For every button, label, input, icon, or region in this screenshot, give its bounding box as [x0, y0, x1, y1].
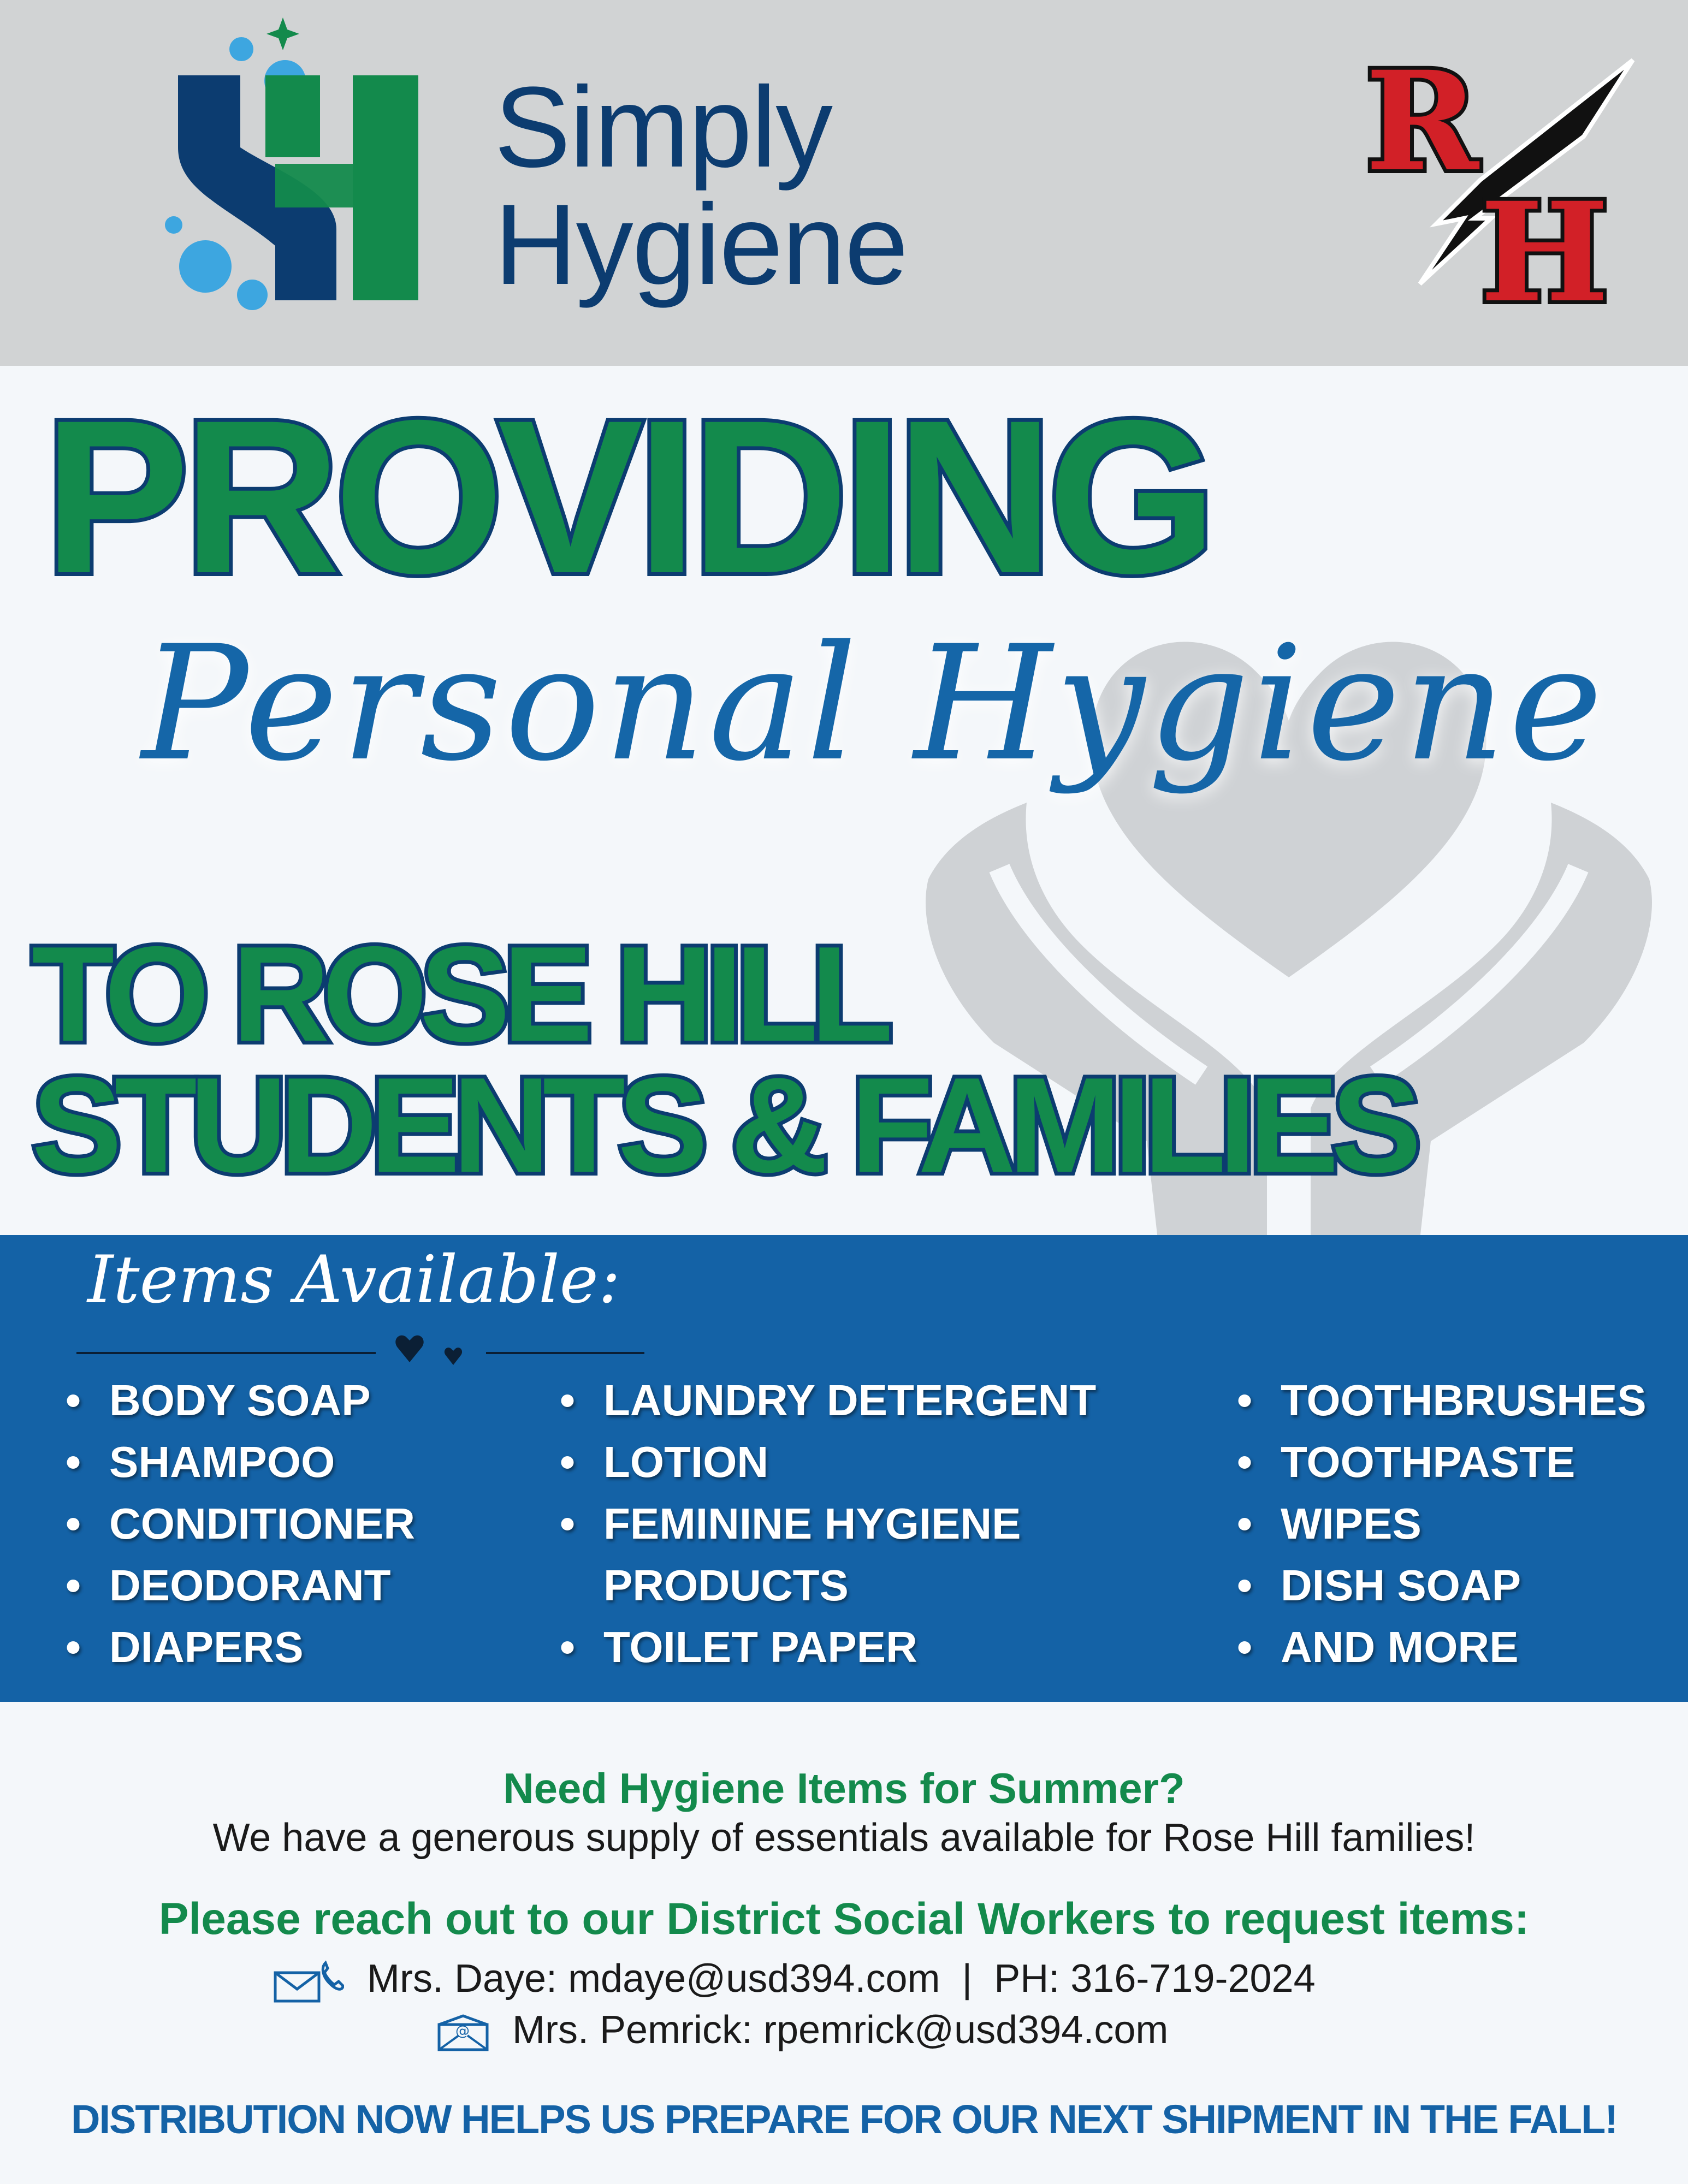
summer-question: Need Hygiene Items for Summer?: [503, 1764, 1185, 1812]
contact-pemrick-text: Mrs. Pemrick: rpemrick@usd394.com: [512, 2008, 1169, 2052]
list-item: • CONDITIONER: [66, 1493, 557, 1554]
headline-providing: PROVIDING: [44, 375, 1211, 619]
distribution-note: DISTRIBUTION NOW HELPS US PREPARE FOR OUR NEXT SHIPMENT IN THE FALL!: [71, 2097, 1617, 2142]
svg-text:R: R: [1365, 55, 1479, 201]
rose-hill-rh-logo: [1354, 55, 1638, 311]
svg-text:@: @: [455, 2022, 470, 2039]
hearts-divider-icon: [76, 1310, 650, 1370]
list-item: • LOTION: [560, 1431, 1215, 1493]
brand-name: [494, 63, 908, 308]
contact-daye-text: Mrs. Daye: mdaye@usd394.com | PH: 316-719-2024: [367, 1957, 1316, 2001]
list-item: • BODY SOAP: [66, 1369, 557, 1431]
envelope-phone-icon: [273, 1960, 344, 2003]
supply-text: We have a generous supply of essentials available for Rose Hill families!: [212, 1816, 1476, 1860]
list-item: • TOILET PAPER: [560, 1616, 1215, 1678]
items-column-1: [66, 1369, 557, 1678]
list-item: • TOOTHBRUSHES: [1237, 1369, 1685, 1431]
headline-students-families: STUDENTS & FAMILIES: [32, 1049, 1414, 1201]
list-item: • FEMININE HYGIENE: [560, 1493, 1215, 1554]
list-item: • DEODORANT: [66, 1554, 557, 1616]
items-available-title: Items Available:: [87, 1242, 621, 1318]
list-item: • SHAMPOO: [66, 1431, 557, 1493]
list-item: • DIAPERS: [66, 1616, 557, 1678]
list-item: • LAUNDRY DETERGENT: [560, 1369, 1215, 1431]
list-item: • WIPES: [1237, 1493, 1685, 1554]
reach-out-text: Please reach out to our District Social Workers to request items:: [158, 1894, 1530, 1944]
svg-text:H: H: [1480, 172, 1609, 311]
list-item: • AND MORE: [1237, 1616, 1685, 1678]
items-column-2: [560, 1369, 1215, 1678]
list-item: • DISH SOAP: [1237, 1554, 1685, 1616]
items-column-3: [1237, 1369, 1685, 1678]
brand-name-line2: Hygiene: [494, 180, 908, 308]
contact-pemrick: [437, 2005, 1168, 2055]
list-item-continuation: PRODUCTS: [603, 1561, 849, 1610]
simply-hygiene-logo-icon: [158, 11, 464, 317]
brand-name-line1: Simply: [494, 63, 832, 191]
headline-personal-hygiene: Personal Hygiene: [141, 612, 1606, 796]
envelope-at-icon: [437, 2014, 489, 2052]
headline-to-rose-hill: TO ROSE HILL: [32, 918, 886, 1070]
list-item: • TOOTHPASTE: [1237, 1431, 1685, 1493]
contact-daye: [273, 1954, 1316, 2004]
